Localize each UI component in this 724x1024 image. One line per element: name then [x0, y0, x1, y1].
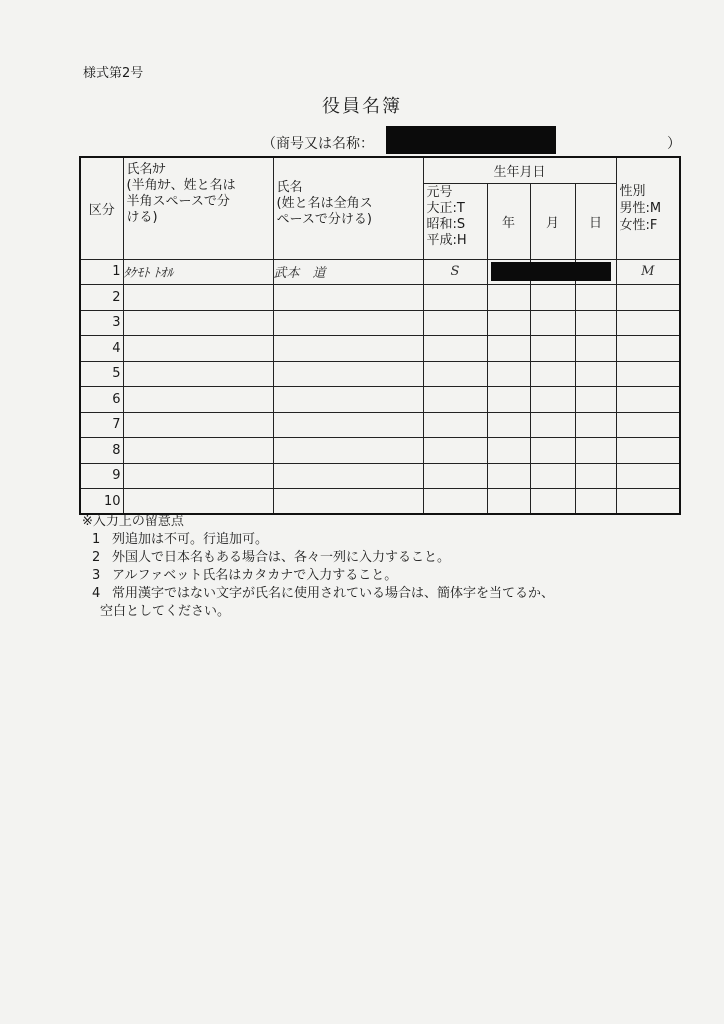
header-era: 元号 大正:T 昭和:S 平成:H: [423, 183, 487, 259]
row-number: 9: [80, 463, 123, 489]
header-year: 年: [487, 183, 530, 259]
header-day: 日: [575, 183, 616, 259]
note-number: 3: [92, 568, 101, 583]
year-cell: [487, 285, 530, 311]
kana-name-cell: ﾀｹﾓﾄ ﾄｵﾙ: [123, 259, 273, 285]
month-cell: [530, 336, 575, 362]
month-cell: [530, 310, 575, 336]
kana-name-cell: [123, 387, 273, 413]
era-cell: S: [423, 259, 487, 285]
notes-section: [82, 513, 554, 621]
kana-name-cell: [123, 361, 273, 387]
name-cell: 武本 道: [273, 259, 423, 285]
table-row: [80, 285, 680, 311]
kana-name-cell: [123, 489, 273, 515]
day-cell: [575, 463, 616, 489]
gender-cell: [616, 336, 680, 362]
year-cell: [487, 463, 530, 489]
day-cell: [575, 412, 616, 438]
year-cell: [487, 361, 530, 387]
name-cell: [273, 336, 423, 362]
era-cell: [423, 336, 487, 362]
table-row: [80, 361, 680, 387]
row-number: 1: [80, 259, 123, 285]
notes-heading: ※入力上の留意点: [82, 514, 184, 529]
era-cell: [423, 310, 487, 336]
note-text: 外国人で日本名もある場合は、各々一列に入力すること。: [112, 550, 451, 565]
company-name-redaction: [386, 126, 556, 154]
document-title: 役員名簿: [322, 96, 402, 117]
month-cell: [530, 489, 575, 515]
year-cell: [487, 310, 530, 336]
row-number: 5: [80, 361, 123, 387]
table-row: [80, 463, 680, 489]
era-cell: [423, 412, 487, 438]
note-text: アルファベット氏名はカタカナで入力すること。: [112, 568, 398, 583]
note-item-4: [82, 585, 554, 603]
gender-cell: [616, 285, 680, 311]
header-name: 氏名 (姓と名は全角ス ペースで分ける): [273, 157, 423, 259]
table-row: [80, 412, 680, 438]
kana-name-cell: [123, 438, 273, 464]
year-cell: [487, 412, 530, 438]
header-gender: 性別 男性:M 女性:F: [616, 157, 680, 259]
month-cell: [530, 361, 575, 387]
day-cell: [575, 336, 616, 362]
name-cell: [273, 285, 423, 311]
note-text: 常用漢字ではない文字が氏名に使用されている場合は、簡体字を当てるか、: [112, 586, 555, 601]
note-item-2: [82, 549, 554, 567]
header-birth-date: 生年月日: [423, 157, 616, 183]
kana-name-cell: [123, 412, 273, 438]
company-name-label: （商号又は名称：: [262, 136, 374, 152]
birth-date-redaction: [491, 262, 611, 281]
note-item-4-continued: 空白としてください。: [100, 604, 231, 619]
table-row: [80, 310, 680, 336]
gender-cell: M: [616, 259, 680, 285]
row-number: 3: [80, 310, 123, 336]
gender-cell: [616, 412, 680, 438]
gender-cell: [616, 463, 680, 489]
row-number: 7: [80, 412, 123, 438]
day-cell: [575, 438, 616, 464]
name-cell: [273, 361, 423, 387]
month-cell: [530, 387, 575, 413]
era-cell: [423, 387, 487, 413]
gender-cell: [616, 387, 680, 413]
header-month: 月: [530, 183, 575, 259]
kana-name-cell: [123, 285, 273, 311]
form-number: 様式第2号: [83, 66, 144, 81]
month-cell: [530, 285, 575, 311]
note-number: 1: [92, 532, 101, 547]
note-number: 2: [92, 550, 101, 565]
year-cell: [487, 387, 530, 413]
kana-name-cell: [123, 310, 273, 336]
table-row: [80, 387, 680, 413]
year-cell: [487, 336, 530, 362]
name-cell: [273, 463, 423, 489]
day-cell: [575, 489, 616, 515]
row-number: 8: [80, 438, 123, 464]
name-cell: [273, 412, 423, 438]
row-number: 6: [80, 387, 123, 413]
gender-cell: [616, 310, 680, 336]
row-number: 4: [80, 336, 123, 362]
kana-name-cell: [123, 336, 273, 362]
era-cell: [423, 285, 487, 311]
note-item-3: [82, 567, 554, 585]
month-cell: [530, 412, 575, 438]
era-cell: [423, 489, 487, 515]
name-cell: [273, 489, 423, 515]
company-name-close-paren: ）: [667, 136, 681, 152]
header-category: 区分: [80, 157, 123, 259]
day-cell: [575, 387, 616, 413]
table-row: [80, 438, 680, 464]
table-row: [80, 489, 680, 515]
gender-cell: [616, 361, 680, 387]
day-cell: [575, 285, 616, 311]
note-text: 列追加は不可。行追加可。: [112, 532, 269, 547]
name-cell: [273, 310, 423, 336]
year-cell: [487, 438, 530, 464]
month-cell: [530, 438, 575, 464]
row-number: 2: [80, 285, 123, 311]
month-cell: [530, 463, 575, 489]
era-cell: [423, 463, 487, 489]
table-row: [80, 336, 680, 362]
officer-roster-table: [79, 156, 681, 515]
note-number: 4: [92, 586, 101, 601]
era-cell: [423, 361, 487, 387]
row-number: 10: [80, 489, 123, 515]
header-kana-name: 氏名ｶﾅ (半角ｶﾅ、姓と名は 半角スペースで分 ける): [123, 157, 273, 259]
era-cell: [423, 438, 487, 464]
day-cell: [575, 361, 616, 387]
name-cell: [273, 387, 423, 413]
day-cell: [575, 310, 616, 336]
note-item-1: [82, 531, 554, 549]
gender-cell: [616, 489, 680, 515]
kana-name-cell: [123, 463, 273, 489]
name-cell: [273, 438, 423, 464]
roster-body: [80, 259, 680, 514]
gender-cell: [616, 438, 680, 464]
year-cell: [487, 489, 530, 515]
